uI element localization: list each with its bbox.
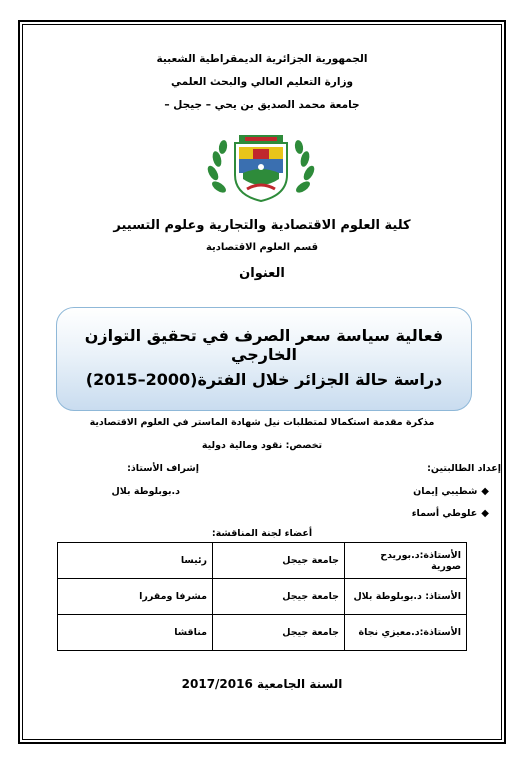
memo-text: مذكرة مقدمة استكمالا لمتطلبات نيل شهادة الماستر في العلوم الاقتصادية: [89, 417, 435, 428]
university-name: جامعة محمد الصديق بن يحي – جيجل –: [164, 99, 360, 111]
supervisor-name: د.بوبلوطة بلال: [111, 486, 180, 497]
thesis-title-line2: دراسة حالة الجزائر خلال الفترة(2000–2015): [85, 370, 443, 389]
department-name: قسم العلوم الاقتصادية: [205, 242, 319, 253]
university-emblem-icon: [203, 129, 319, 205]
member-university: جامعة جيجل: [213, 543, 345, 579]
student-1: ◆شطيبي إيمان: [413, 486, 489, 497]
member-name: الأستاذة:د.معيزي نجاة: [345, 615, 467, 651]
supervision-label: إشراف الأستاذ:: [127, 463, 199, 474]
academic-year: السنة الجامعية 2017/2016: [181, 677, 343, 691]
diamond-bullet-icon: ◆: [481, 486, 489, 497]
member-name: الأستاذة:د.بوريدح صورية: [345, 543, 467, 579]
table-row: [58, 543, 467, 579]
member-university: جامعة جيجل: [213, 615, 345, 651]
member-name: الأستاذ: د.بوبلوطة بلال: [345, 579, 467, 615]
member-university: جامعة جيجل: [213, 579, 345, 615]
table-row: [58, 579, 467, 615]
specialty-text: تخصص: نقود ومالية دولية: [201, 440, 323, 451]
title-box: [56, 307, 472, 411]
ministry-name: وزارة التعليم العالي والبحث العلمي: [170, 76, 354, 88]
table-row: [58, 615, 467, 651]
student-2: ◆علوطي أسماء: [411, 508, 489, 519]
faculty-name: كلية العلوم الاقتصادية والتجارية وعلوم التسيير: [113, 218, 411, 233]
member-role: مشرفا ومقررا: [58, 579, 213, 615]
member-role: رئيسا: [58, 543, 213, 579]
prepared-by-label: إعداد الطالبتين:: [427, 463, 501, 474]
diamond-bullet-icon: ◆: [481, 508, 489, 519]
republic-name: الجمهورية الجزائرية الديمقراطية الشعبية: [156, 53, 368, 65]
committee-label: أعضاء لجنة المناقشة:: [211, 528, 313, 539]
committee-table: [57, 542, 467, 651]
title-heading: العنوان: [239, 266, 285, 281]
member-role: مناقشا: [58, 615, 213, 651]
thesis-title-line1: فعالية سياسة سعر الصرف في تحقيق التوازن الخارجي: [84, 326, 444, 364]
